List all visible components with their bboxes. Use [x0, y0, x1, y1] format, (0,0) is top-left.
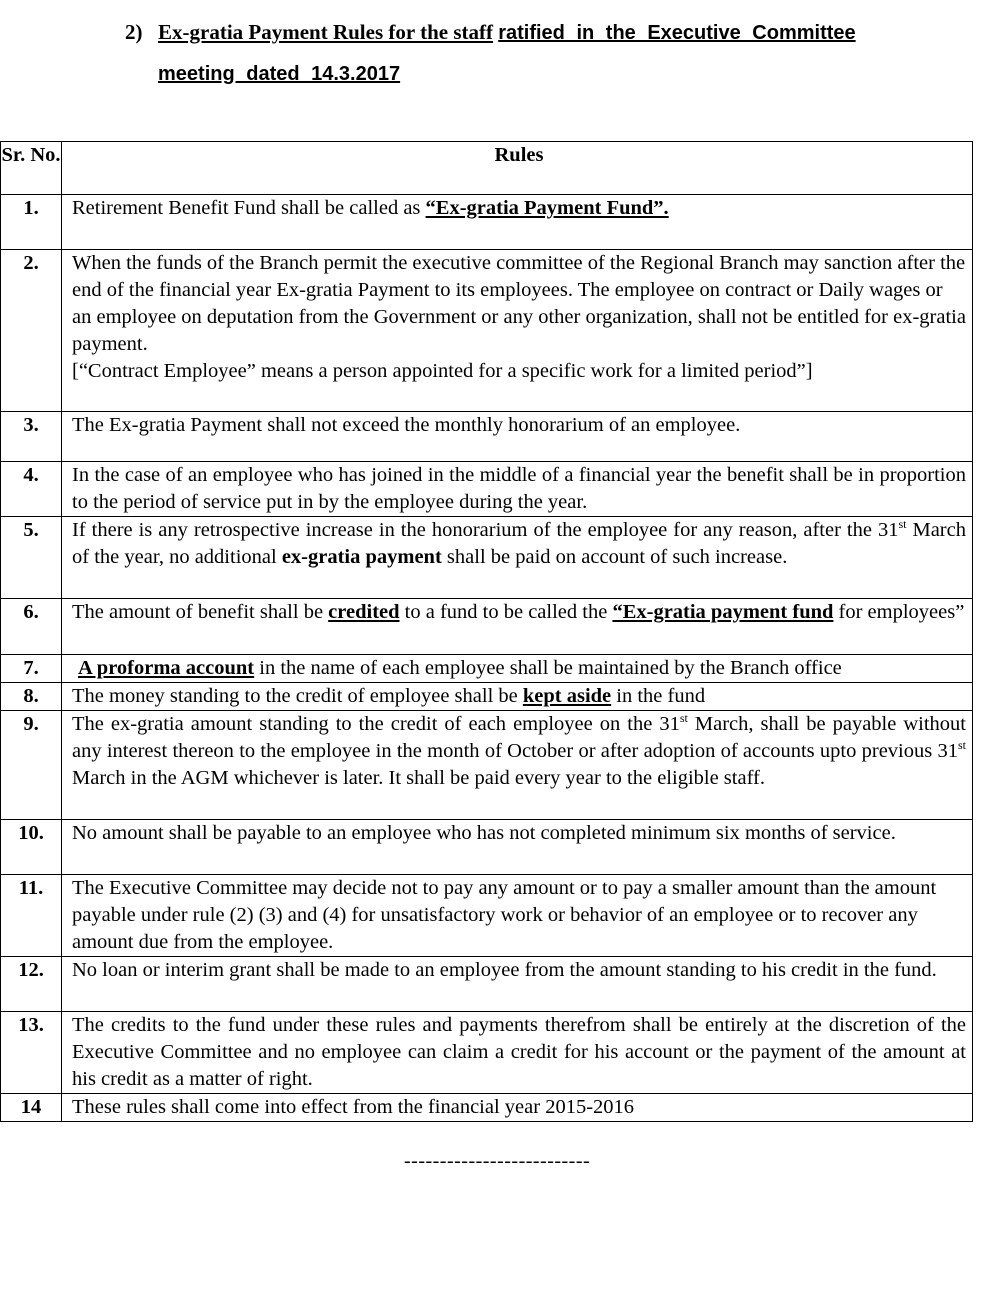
rule-text: These rules shall come into effect from the financial year 2015-2016 — [62, 1094, 973, 1122]
row-number: 10. — [1, 820, 62, 875]
row-number: 12. — [1, 957, 62, 1012]
rule-text: The credits to the fund under these rules and payments therefrom shall be entirely at the discretion of the Executive Committee and no employee can claim a credit for his account or the payment of the amount at his credit as a matter of right. — [62, 1012, 973, 1094]
header-sr-no: Sr. No. — [1, 142, 62, 195]
rule-text: Retirement Benefit Fund shall be called as “Ex-gratia Payment Fund”. — [62, 195, 973, 250]
table-row — [1, 195, 973, 250]
rule-text: No amount shall be payable to an employee who has not completed minimum six months of service. — [62, 820, 973, 875]
table-row — [1, 655, 973, 683]
row-number: 2. — [1, 250, 62, 412]
table-row — [1, 957, 973, 1012]
row-number: 1. — [1, 195, 62, 250]
table-header-row — [1, 142, 973, 195]
document-heading — [125, 12, 985, 94]
table-row — [1, 517, 973, 599]
row-number: 8. — [1, 683, 62, 711]
heading-title-part1: Ex-gratia Payment Rules for the staff — [158, 20, 493, 44]
table-row — [1, 250, 973, 412]
rule-text: In the case of an employee who has joined in the middle of a financial year the benefit shall be in proportion to the period of service put in by the employee during the year. — [62, 462, 973, 517]
table-row — [1, 599, 973, 655]
row-number: 11. — [1, 875, 62, 957]
row-number: 7. — [1, 655, 62, 683]
table-row — [1, 412, 973, 462]
row-number: 3. — [1, 412, 62, 462]
end-divider: -------------------------- — [404, 1150, 591, 1172]
header-rules: Rules — [62, 142, 973, 195]
emphasis-text: credited — [328, 601, 400, 623]
row-number: 9. — [1, 711, 62, 820]
emphasis-text: “Ex-gratia Payment Fund”. — [425, 197, 669, 219]
heading-title-part3: meeting dated 14.3.2017 — [158, 63, 401, 85]
rule-text: When the funds of the Branch permit the executive committee of the Regional Branch may sanction after the end of the financial year Ex-gratia Payment to its employees. The employee on contract or Daily wages or an employee on deputation from the Government or any other organization, shall not be entitled for ex-gratia payment. [“Contract Employee” means a person appointed for a specific work for a limited period”] — [62, 250, 973, 412]
table-row — [1, 820, 973, 875]
emphasis-text: ex-gratia payment — [281, 546, 442, 568]
row-number: 14 — [1, 1094, 62, 1122]
rule-text: The ex-gratia amount standing to the credit of each employee on the 31st March, shall be payable without any interest thereon to the employee in the month of October or after adoption of accounts upto previous 31st March in the AGM whichever is later. It shall be paid every year to the eligible staff. — [62, 711, 973, 820]
emphasis-text: kept aside — [522, 685, 612, 707]
table-row — [1, 711, 973, 820]
rule-text: The amount of benefit shall be credited to a fund to be called the “Ex-gratia payment fund for employees” — [62, 599, 973, 655]
table-row — [1, 875, 973, 957]
table-row — [1, 1012, 973, 1094]
rule-text: The money standing to the credit of employee shall be kept aside in the fund — [62, 683, 973, 711]
row-number: 13. — [1, 1012, 62, 1094]
table-row — [1, 683, 973, 711]
heading-title-part2: ratified in the Executive Committee — [498, 22, 856, 44]
row-number: 4. — [1, 462, 62, 517]
rule-text: If there is any retrospective increase in the honorarium of the employee for any reason, after the 31st March of the year, no additional ex-gratia payment shall be paid on account of such increase. — [62, 517, 973, 599]
rule-text: The Ex-gratia Payment shall not exceed the monthly honorarium of an employee. — [62, 412, 973, 462]
row-number: 5. — [1, 517, 62, 599]
rules-table — [0, 141, 973, 1122]
table-row — [1, 1094, 973, 1122]
table-row — [1, 462, 973, 517]
rule-text: The Executive Committee may decide not to pay any amount or to pay a smaller amount than the amount payable under rule (2) (3) and (4) for unsatisfactory work or behavior of an employee or to recover any amount due from the employee. — [62, 875, 973, 957]
rule-text: A proforma account in the name of each employee shall be maintained by the Branch office — [62, 655, 973, 683]
row-number: 6. — [1, 599, 62, 655]
emphasis-text: A proforma account — [78, 657, 255, 679]
rule-text: No loan or interim grant shall be made to an employee from the amount standing to his credit in the fund. — [62, 957, 973, 1012]
emphasis-text: “Ex-gratia payment fund — [612, 601, 834, 623]
heading-number: 2) — [125, 20, 143, 44]
